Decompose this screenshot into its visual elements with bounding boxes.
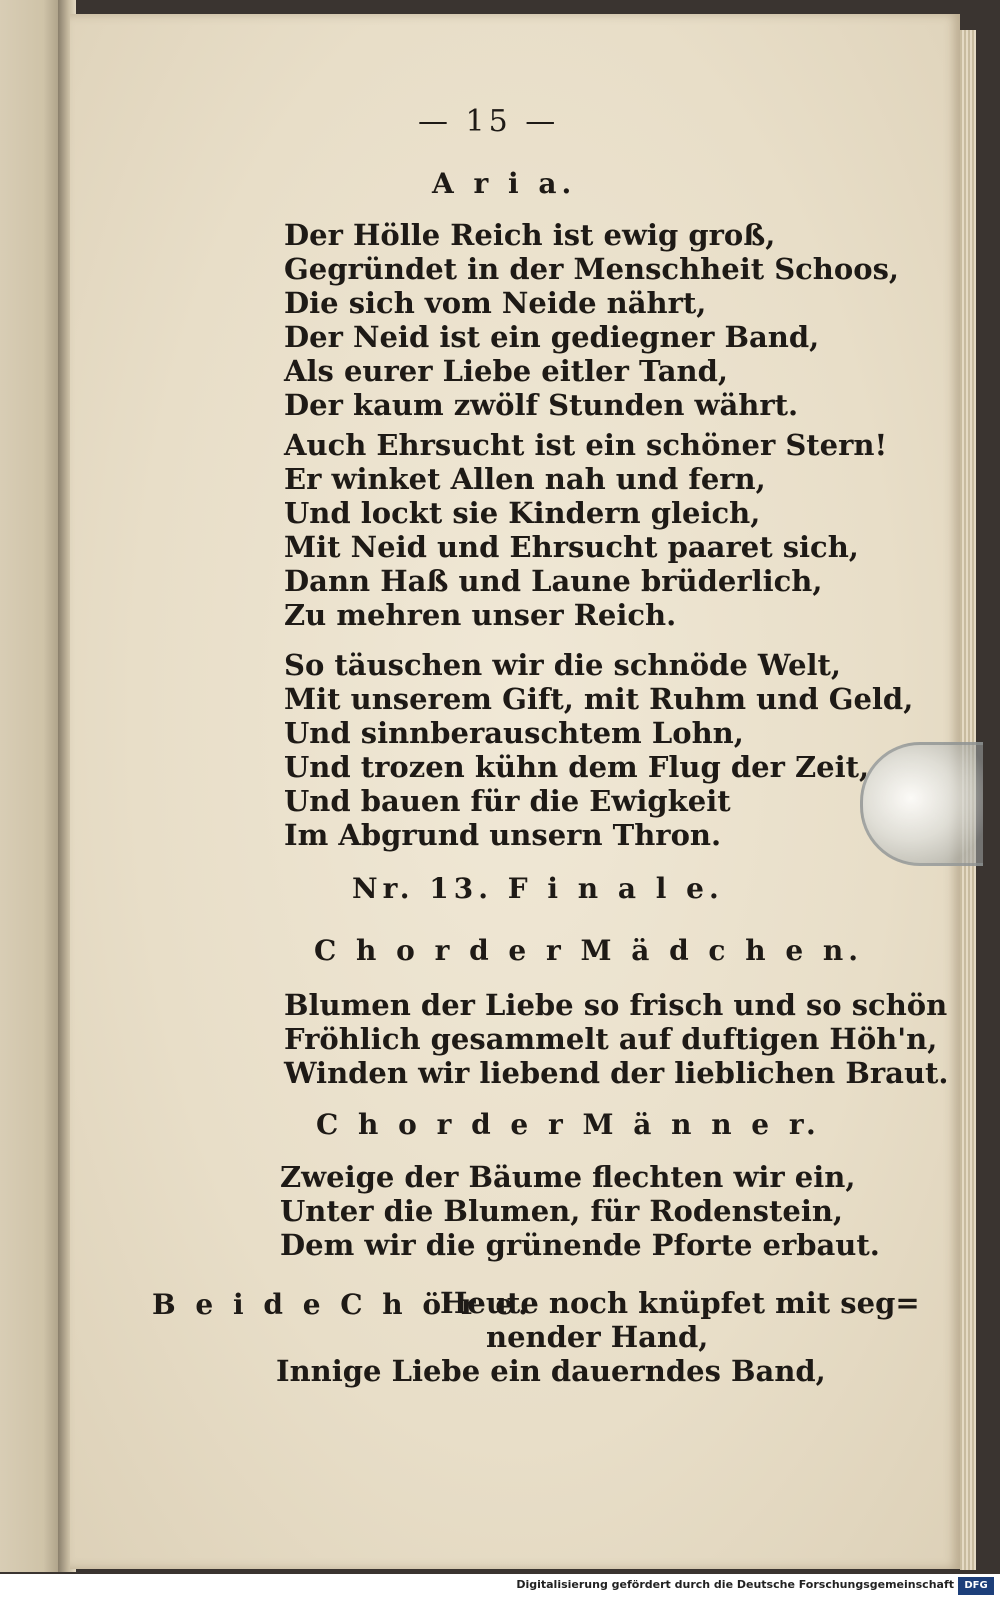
verse-line: Unter die Blumen, für Rodenstein, — [280, 1194, 844, 1228]
verse-line: Mit unserem Gift, mit Ruhm und Geld, — [284, 682, 914, 716]
footer-bar — [0, 1574, 1000, 1599]
verse-line: Und trozen kühn dem Flug der Zeit, — [284, 750, 870, 784]
chor-maenner-verse — [280, 1160, 880, 1262]
verse-line: Und lockt sie Kindern gleich, — [284, 496, 761, 530]
verse-line: Fröhlich gesammelt auf duftigen Höh'n, — [284, 1022, 938, 1056]
verse-line: Der Hölle Reich ist ewig groß, — [284, 218, 776, 252]
verse-line: Er winket Allen nah und fern, — [284, 462, 766, 496]
verse-line: Im Abgrund unsern Thron. — [284, 818, 722, 852]
funding-notice: Digitalisierung gefördert durch die Deutsche Forschungsgemeinschaft — [516, 1578, 954, 1591]
verse-line: Und sinnberauschtem Lohn, — [284, 716, 744, 750]
finale-title: Nr. 13. F i n a l e. — [352, 872, 724, 905]
beide-choere-speaker: B e i d e C h ö r e. — [152, 1288, 533, 1321]
page-number: — 15 — — [418, 104, 560, 139]
beide-line-2: nender Hand, — [486, 1320, 709, 1354]
chor-maedchen-verse — [284, 988, 949, 1090]
verse-line: So täuschen wir die schnöde Welt, — [284, 648, 842, 682]
verse-line: Zu mehren unser Reich. — [284, 598, 677, 632]
verse-line: Gegründet in der Menschheit Schoos, — [284, 252, 900, 286]
verse-line: Dem wir die grünende Pforte erbaut. — [280, 1228, 880, 1262]
aria-stanza-3 — [284, 648, 913, 852]
left-page-edge — [0, 0, 62, 1572]
verse-line: Mit Neid und Ehrsucht paaret sich, — [284, 530, 859, 564]
dfg-logo: DFG — [958, 1577, 994, 1595]
transparent-page-clip — [860, 742, 983, 866]
aria-stanza-1 — [284, 218, 899, 422]
verse-line: Blumen der Liebe so frisch und so schön — [284, 988, 948, 1022]
verse-line: Die sich vom Neide nährt, — [284, 286, 707, 320]
verse-line: Der Neid ist ein gediegner Band, — [284, 320, 820, 354]
verse-line: Winden wir liebend der lieblichen Braut. — [284, 1056, 949, 1090]
verse-line: Und bauen für die Ewigkeit — [284, 784, 731, 818]
verse-line: Als eurer Liebe eitler Tand, — [284, 354, 729, 388]
beide-line-1: Heute noch knüpfet mit seg= — [440, 1286, 920, 1320]
verse-line: Der kaum zwölf Stunden währt. — [284, 388, 799, 422]
verse-line: Auch Ehrsucht ist ein schöner Stern! — [284, 428, 888, 462]
verse-line: Zweige der Bäume flechten wir ein, — [280, 1160, 856, 1194]
aria-title: A r i a. — [432, 167, 577, 200]
chor-maenner-heading: C h o r d e r M ä n n e r. — [316, 1108, 821, 1141]
aria-stanza-2 — [284, 428, 887, 632]
chor-maedchen-heading: C h o r d e r M ä d c h e n. — [314, 934, 863, 967]
beide-line-3: Innige Liebe ein dauerndes Band, — [276, 1354, 826, 1388]
verse-line: Dann Haß und Laune brüderlich, — [284, 564, 823, 598]
